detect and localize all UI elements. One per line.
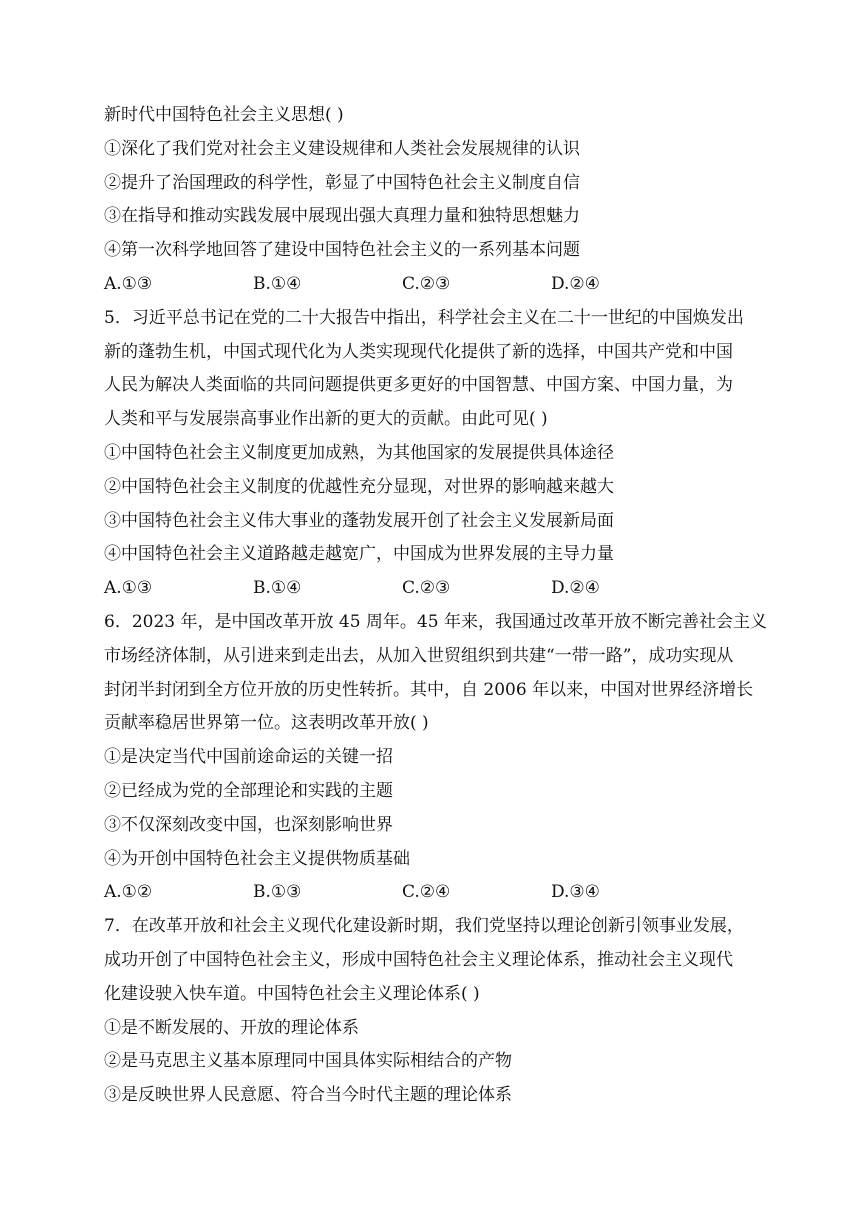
answer-option: D.③④ bbox=[551, 882, 600, 903]
text-line: 6．2023 年，是中国改革开放 45 周年。45 年来，我国通过改革开放不断完善社会主义 bbox=[104, 611, 767, 632]
text-line: ④为开创中国特色社会主义提供物质基础 bbox=[104, 848, 410, 869]
text-line: 化建设驶入快车道。中国特色社会主义理论体系( ) bbox=[104, 983, 480, 1004]
text-line: ④中国特色社会主义道路越走越宽广，中国成为世界发展的主导力量 bbox=[104, 544, 614, 565]
answer-option: A.①③ bbox=[104, 273, 153, 294]
text-line: 5．习近平总书记在党的二十大报告中指出，科学社会主义在二十一世纪的中国焕发出 bbox=[104, 307, 744, 328]
text-line: 新的蓬勃生机，中国式现代化为人类实现现代化提供了新的选择，中国共产党和中国 bbox=[104, 341, 733, 362]
text-line: ③在指导和推动实践发展中展现出强大真理力量和独特思想魅力 bbox=[104, 206, 580, 227]
text-line: 封闭半封闭到全方位开放的历史性转折。其中，自 2006 年以来，中国对世界经济增长 bbox=[104, 679, 754, 700]
text-line: ②中国特色社会主义制度的优越性充分显现，对世界的影响越来越大 bbox=[104, 476, 614, 497]
text-line: ②已经成为党的全部理论和实践的主题 bbox=[104, 780, 393, 801]
text-line: ①是不断发展的、开放的理论体系 bbox=[104, 1017, 359, 1038]
text-line: ③是反映世界人民意愿、符合当今时代主题的理论体系 bbox=[104, 1085, 512, 1106]
answer-options bbox=[104, 268, 764, 302]
answer-option: A.①② bbox=[104, 882, 153, 903]
text-line: ①是决定当代中国前途命运的关键一招 bbox=[104, 747, 393, 768]
text-line: ①中国特色社会主义制度更加成熟，为其他国家的发展提供具体途径 bbox=[104, 442, 614, 463]
answer-option: B.①③ bbox=[253, 882, 302, 903]
question-text-block bbox=[104, 99, 767, 1113]
answer-option: C.②③ bbox=[402, 578, 451, 599]
text-line: 人类和平与发展崇高事业作出新的更大的贡献。由此可见( ) bbox=[104, 409, 548, 430]
answer-option: B.①④ bbox=[253, 273, 302, 294]
answer-option: C.②③ bbox=[402, 273, 451, 294]
text-line: ③不仅深刻改变中国，也深刻影响世界 bbox=[104, 814, 393, 835]
answer-options bbox=[104, 572, 764, 606]
text-line: 新时代中国特色社会主义思想( ) bbox=[104, 105, 344, 125]
answer-option: D.②④ bbox=[551, 273, 600, 294]
answer-options bbox=[104, 876, 764, 910]
answer-option: D.②④ bbox=[551, 578, 600, 599]
text-line: ③中国特色社会主义伟大事业的蓬勃发展开创了社会主义发展新局面 bbox=[104, 510, 614, 531]
text-line: ②是马克思主义基本原理同中国具体实际相结合的产物 bbox=[104, 1051, 512, 1072]
answer-option: B.①④ bbox=[253, 578, 302, 599]
answer-option: A.①③ bbox=[104, 578, 153, 599]
text-line: ①深化了我们党对社会主义建设规律和人类社会发展规律的认识 bbox=[104, 138, 580, 159]
text-line: 7．在改革开放和社会主义现代化建设新时期，我们党坚持以理论创新引领事业发展， bbox=[104, 916, 744, 937]
text-line: 贡献率稳居世界第一位。这表明改革开放( ) bbox=[104, 713, 429, 734]
text-line: 市场经济体制，从引进来到走出去，从加入世贸组织到共建“一带一路”，成功实现从 bbox=[104, 645, 734, 666]
text-line: ②提升了治国理政的科学性，彰显了中国特色社会主义制度自信 bbox=[104, 172, 580, 193]
answer-option: C.②④ bbox=[402, 882, 451, 903]
text-line: 人民为解决人类面临的共同问题提供更多更好的中国智慧、中国方案、中国力量，为 bbox=[104, 375, 733, 396]
text-line: 成功开创了中国特色社会主义，形成中国特色社会主义理论体系，推动社会主义现代 bbox=[104, 949, 733, 970]
text-line: ④第一次科学地回答了建设中国特色社会主义的一系列基本问题 bbox=[104, 240, 580, 261]
